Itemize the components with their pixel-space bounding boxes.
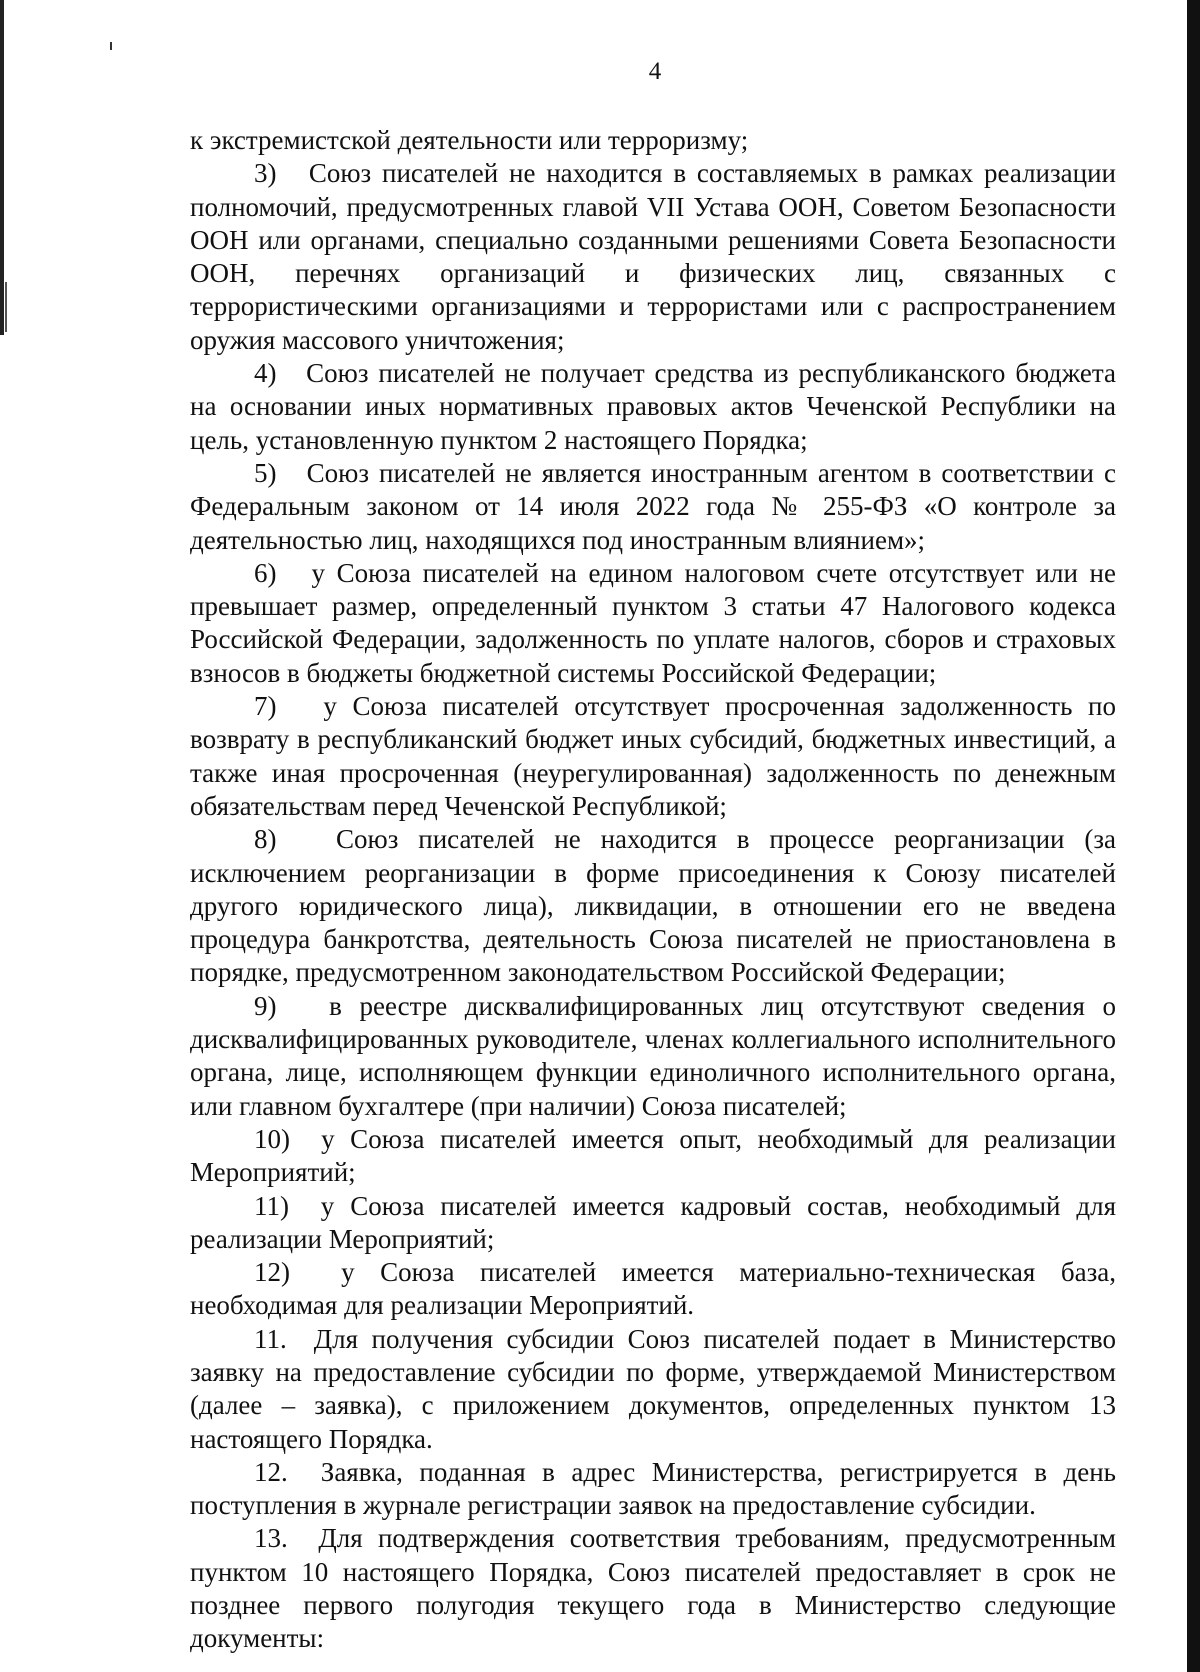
paragraph: 6) у Союза писателей на едином налоговом счете отсутствует или не превышает размер, определенный пунктом 3 статьи 47 Налогового кодекса Российской Федерации, задолженность по уплате налогов, сборов и страховых взносов в бюджеты бюджетной системы Российской Федерации; [190,557,1116,688]
paragraph: 8) Союз писателей не находится в процессе реорганизации (за исключением реорганизации в форме присоединения к Союзу писателей другого юридического лица), ликвидации, в отношении его не введена процедура банкротства, деятельность Союза писателей не приостановлена в порядке, предусмотренном законодательством Российской Федерации; [190,824,1116,988]
paragraph: 7) у Союза писателей отсутствует просроченная задолженность по возврату в республиканский бюджет иных субсидий, бюджетных инвестиций, а также иная просроченная (неурегулированная) задолженность по денежным обязательствам перед Чеченской Республикой; [190,691,1116,821]
paragraph: 13. Для подтверждения соответствия требованиям, предусмотренным пунктом 10 настоящего Порядка, Союз писателей предоставляет в срок не позднее первого полугодия текущего года в Министерство следующие документы: [190,1523,1116,1654]
paragraph: 4) Союз писателей не получает средства из республиканского бюджета на основании иных нормативных правовых актов Чеченской Республики на цель, установленную пунктом 2 настоящего Порядка; [190,358,1116,455]
scan-left-edge [0,0,4,335]
scan-right-edge [1187,0,1200,1672]
document-body [190,124,1116,1656]
paragraph: 12) у Союза писателей имеется материально-техническая база, необходимая для реализации Мероприятий. [190,1257,1116,1321]
paragraph: 11) у Союза писателей имеется кадровый состав, необходимый для реализации Мероприятий; [190,1190,1116,1254]
paragraph: 3) Союз писателей не находится в составляемых в рамках реализации полномочий, предусмотренных главой VII Устава ООН, Советом Безопасности ООН или органами, специально созданными решениями Совета Безопасности ООН, перечнях организаций и физических лиц, связанных с террористическими организациями и террористами или с распространением оружия массового уничтожения; [190,158,1116,355]
paragraph: к экстремистской деятельности или терроризму; [190,125,749,155]
paragraph: 9) в реестре дисквалифицированных лиц отсутствуют сведения о дисквалифицированных руководителе, членах коллегиального исполнительного органа, лице, исполняющем функции единоличного исполнительного органа, или главном бухгалтере (при наличии) Союза писателей; [190,990,1116,1121]
paragraph: 10) у Союза писателей имеется опыт, необходимый для реализации Мероприятий; [190,1123,1116,1188]
paragraph: 11. Для получения субсидии Союз писателей подает в Министерство заявку на предоставление субсидии по форме, утверждаемой Министерством (далее – заявка), с приложением документов, определенных пунктом 13 настоящего Порядка. [190,1323,1116,1454]
page-number: 4 [648,58,662,85]
paragraph: 12. Заявка, поданная в адрес Министерства, регистрируется в день поступления в журнале регистрации заявок на предоставление субсидии. [190,1456,1116,1521]
scan-mark [110,42,112,50]
paragraph: 5) Союз писателей не является иностранным агентом в соответствии с Федеральным законом от 14 июля 2022 года № 255-ФЗ «О контроле за деятельностью лиц, находящихся под иностранным влиянием»; [190,457,1116,555]
scan-mark [5,282,7,332]
